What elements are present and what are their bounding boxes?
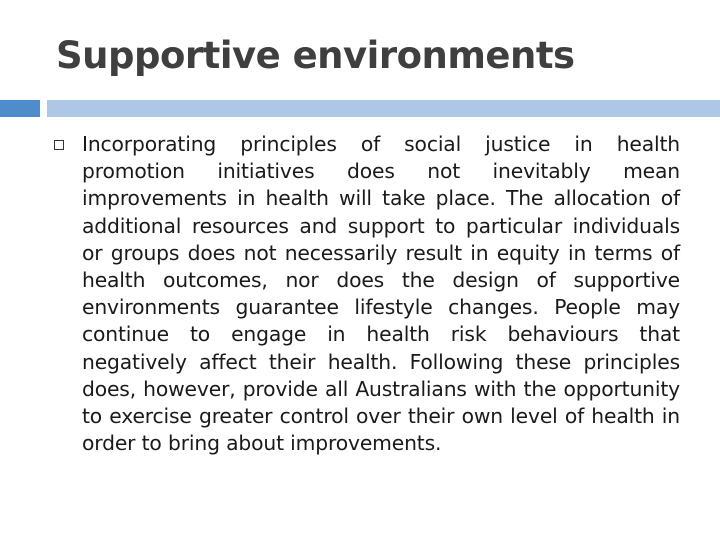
title-accent-bar-right — [47, 100, 720, 117]
bullet-item — [54, 131, 680, 457]
title-accent-bar-left — [0, 100, 40, 117]
bullet-text: Incorporating principles of social justice in health promotion initiatives does not inevitably mean improvements in health will take place. The allocation of additional resources and support to particular individuals or groups does not necessarily result in equity in terms of health outcomes, nor does the design of supportive environments guarantee lifestyle changes. People may continue to engage in health risk behaviours that negatively affect their health. Following these principles does, however, provide all Australians with the opportunity to exercise greater control over their own level of health in order to bring about improvements. — [82, 132, 680, 456]
hollow-square-bullet-icon — [54, 140, 64, 150]
slide-title: Supportive environments — [56, 34, 575, 77]
